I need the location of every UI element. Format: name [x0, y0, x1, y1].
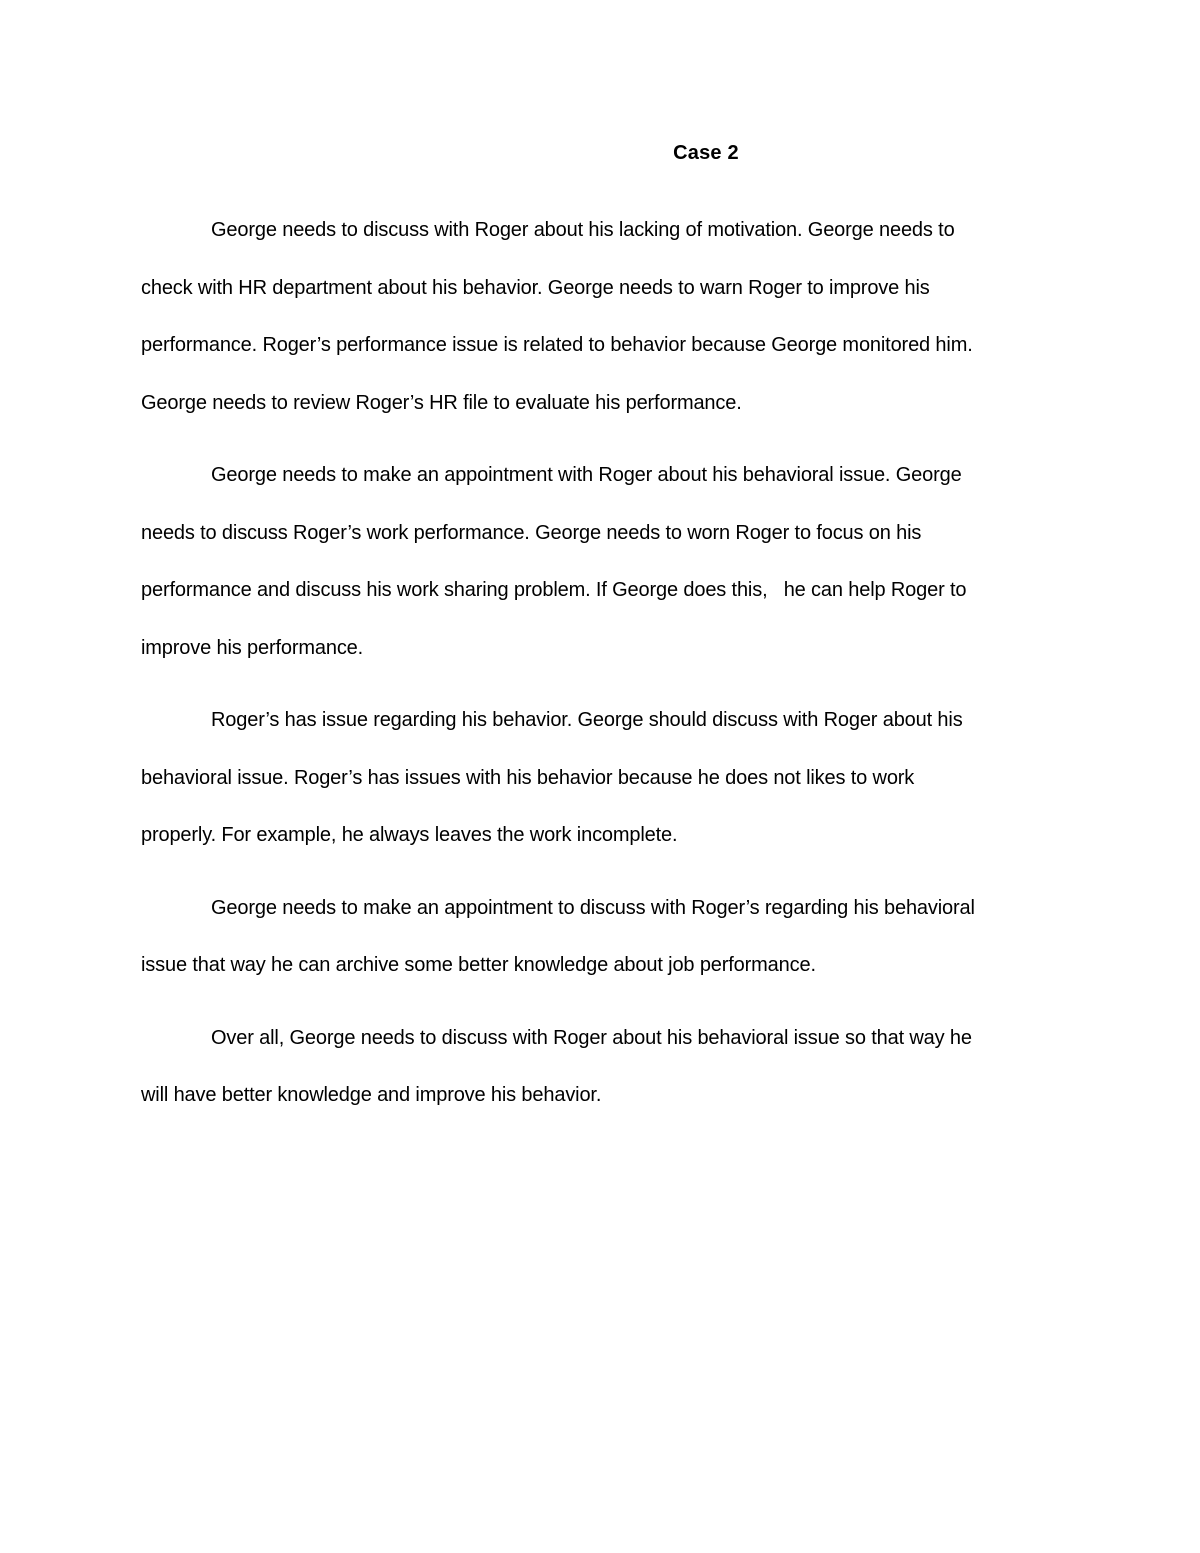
paragraph-line: Roger’s has issue regarding his behavior. George should discuss with Roger about his [211, 709, 963, 731]
paragraph [141, 880, 1051, 995]
paragraph [141, 447, 1051, 677]
paragraph-line: performance and discuss his work sharing problem. If George does this, he can help Roger to [141, 579, 967, 601]
paragraph-line: improve his performance. [141, 636, 364, 659]
paragraph-line: check with HR department about his behavior. George needs to warn Roger to improve his [141, 276, 930, 299]
paragraph-line: George needs to discuss with Roger about his lacking of motivation. George needs to [211, 219, 955, 241]
paragraph-line: properly. For example, he always leaves the work incomplete. [141, 824, 678, 846]
paragraph-line: George needs to make an appointment to discuss with Roger’s regarding his behavioral [211, 896, 975, 919]
paragraph-line: performance. Roger’s performance issue is related to behavior because George monitored him. [141, 334, 973, 356]
paragraph [141, 692, 1051, 865]
paragraph-line: Over all, George needs to discuss with Roger about his behavioral issue so that way he [211, 1026, 972, 1049]
paragraph-line: needs to discuss Roger’s work performance. George needs to worn Roger to focus on his [141, 521, 922, 544]
paragraph-line: George needs to make an appointment with Roger about his behavioral issue. George [211, 464, 962, 486]
paragraph [141, 1010, 1051, 1125]
document-title: Case 2 [673, 142, 739, 164]
paragraph-line: will have better knowledge and improve his behavior. [141, 1084, 602, 1106]
paragraph-line: behavioral issue. Roger’s has issues with his behavior because he does not likes to work [141, 766, 915, 789]
paragraph [141, 202, 1051, 432]
paragraph-line: issue that way he can archive some better knowledge about job performance. [141, 954, 816, 976]
document-body [141, 202, 1051, 1140]
paragraph-line: George needs to review Roger’s HR file to evaluate his performance. [141, 391, 742, 414]
